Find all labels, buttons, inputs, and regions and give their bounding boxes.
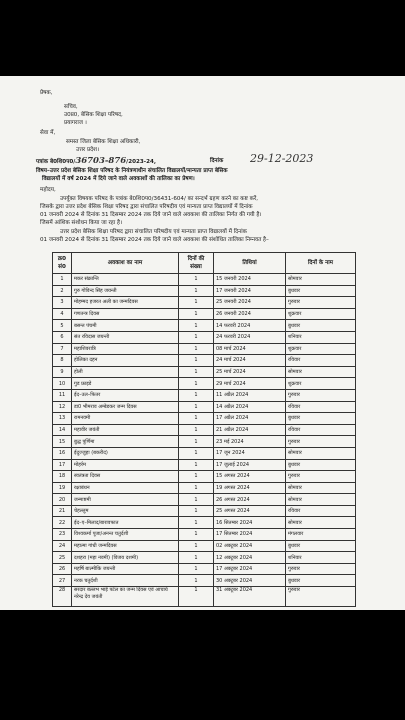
- cell-weekday: गुरुवार: [286, 389, 356, 401]
- table-row: [53, 505, 356, 517]
- cell-sno: 13: [53, 413, 72, 425]
- header-days: दिनों की संख्या: [179, 253, 214, 274]
- table-row: [53, 308, 356, 320]
- table-row: [53, 471, 356, 483]
- cell-name: महावीर जयंती: [72, 424, 179, 436]
- cell-date: 17 सितम्बर 2024: [214, 529, 286, 541]
- table-row: [53, 517, 356, 529]
- cell-date: 26 जनवरी 2024: [214, 308, 286, 320]
- cell-days: 1: [179, 297, 214, 309]
- table-body: [53, 274, 356, 607]
- cell-weekday: रविवार: [286, 355, 356, 367]
- cell-date: 31 अक्टूबर 2024: [214, 587, 286, 607]
- table-row: [53, 355, 356, 367]
- cell-date: 14 फरवरी 2024: [214, 320, 286, 332]
- cell-sno: 15: [53, 436, 72, 448]
- cell-weekday: बुधवार: [286, 459, 356, 471]
- cell-weekday: सोमवार: [286, 494, 356, 506]
- body-line-3: 01 जनवरी 2024 से दिनांक 31 दिसम्बर 2024 तक दिये जाने वाले अवकाश की तालिका निर्गत की गयी है।: [40, 212, 262, 218]
- cell-date: 25 अगस्त 2024: [214, 505, 286, 517]
- cell-name: संत रविदास जयन्ती: [72, 331, 179, 343]
- ref-number: 36703-876: [75, 156, 127, 166]
- cell-days: 1: [179, 413, 214, 425]
- table-row: [53, 285, 356, 297]
- cell-name: नरक चतुर्दशी: [72, 575, 179, 587]
- cell-weekday: शुक्रवार: [286, 343, 356, 355]
- cell-sno: 14: [53, 424, 72, 436]
- header-weekday: दिनों के नाम: [286, 253, 356, 274]
- cell-weekday: शनिवार: [286, 331, 356, 343]
- cell-date: 17 जनवरी 2024: [214, 285, 286, 297]
- body-line-4: जिसमें आंशिक संशोधन किया जा रहा है।: [40, 220, 123, 226]
- cell-name: बसन्त पंचमी: [72, 320, 179, 332]
- preshak-label: प्रेषक,: [40, 90, 53, 96]
- cell-sno: 23: [53, 529, 72, 541]
- table-row: [53, 413, 356, 425]
- cell-sno: 18: [53, 471, 72, 483]
- cell-weekday: रविवार: [286, 424, 356, 436]
- cell-weekday: बुधवार: [286, 540, 356, 552]
- cell-weekday: सोमवार: [286, 447, 356, 459]
- cell-name: रक्षाबंधन: [72, 482, 179, 494]
- cell-date: 19 अगस्त 2024: [214, 482, 286, 494]
- cell-date: 17 जुलाई 2024: [214, 459, 286, 471]
- cell-days: 1: [179, 285, 214, 297]
- cell-date: 11 अप्रैल 2024: [214, 389, 286, 401]
- cell-days: 1: [179, 447, 214, 459]
- table-header-row: [53, 253, 356, 274]
- cell-weekday: शुक्रवार: [286, 378, 356, 390]
- cell-date: 21 अप्रैल 2024: [214, 424, 286, 436]
- cell-days: 1: [179, 563, 214, 575]
- table-row: [53, 436, 356, 448]
- cell-sno: 10: [53, 378, 72, 390]
- cell-sno: 25: [53, 552, 72, 564]
- reference-line: [36, 158, 156, 166]
- cell-date: 25 मार्च 2024: [214, 366, 286, 378]
- cell-weekday: गुरुवार: [286, 587, 356, 607]
- cell-days: 1: [179, 459, 214, 471]
- cell-name: महर्षि बाल्मीकि जयन्ती: [72, 563, 179, 575]
- cell-weekday: शनिवार: [286, 552, 356, 564]
- table-row: [53, 401, 356, 413]
- cell-weekday: सोमवार: [286, 366, 356, 378]
- cell-weekday: बुधवार: [286, 320, 356, 332]
- table-row: [53, 320, 356, 332]
- cell-date: 15 अगस्त 2024: [214, 471, 286, 483]
- cell-sno: 3: [53, 297, 72, 309]
- cell-days: 1: [179, 401, 214, 413]
- recipient-line-1: समस्त जिला बेसिक शिक्षा अधिकारी,: [66, 139, 141, 145]
- table-row: [53, 274, 356, 286]
- table-row: [53, 529, 356, 541]
- cell-days: 1: [179, 424, 214, 436]
- cell-weekday: गुरुवार: [286, 436, 356, 448]
- cell-weekday: रविवार: [286, 505, 356, 517]
- cell-name: सरदार बल्लभ भाई पटेल का जन्म दिवस एवं आचार्य नरेन्द्र देव जयंती: [72, 587, 179, 607]
- table-row: [53, 575, 356, 587]
- cell-weekday: बुधवार: [286, 285, 356, 297]
- cell-name: गणतन्त्र दिवस: [72, 308, 179, 320]
- date-label: दिनांक: [210, 158, 224, 164]
- sender-line-3: प्रयागराज ।: [64, 120, 87, 126]
- cell-days: 1: [179, 343, 214, 355]
- cell-sno: 21: [53, 505, 72, 517]
- subject-line-2: विद्यालयों में वर्ष 2024 में दिये जाने वाले अवकाशों की तालिका का प्रेषण।: [42, 176, 195, 182]
- cell-name: स्वतंत्रता दिवस: [72, 471, 179, 483]
- table-row: [53, 540, 356, 552]
- table-row: [53, 389, 356, 401]
- cell-name: महात्मा गांधी जन्मदिवस: [72, 540, 179, 552]
- header-sno: क्र0 सं0: [53, 253, 72, 274]
- cell-name: गुरु गोविन्द सिंह जयन्ती: [72, 285, 179, 297]
- cell-date: 17 अप्रैल 2024: [214, 413, 286, 425]
- cell-date: 17 जून 2024: [214, 447, 286, 459]
- cell-sno: 26: [53, 563, 72, 575]
- cell-sno: 4: [53, 308, 72, 320]
- cell-days: 1: [179, 355, 214, 367]
- salutation: महोदय,: [40, 187, 56, 193]
- ref-year: /2023-24,: [126, 159, 156, 165]
- cell-date: 14 अप्रैल 2024: [214, 401, 286, 413]
- cell-sno: 6: [53, 331, 72, 343]
- cell-days: 1: [179, 540, 214, 552]
- cell-date: 15 जनवरी 2024: [214, 274, 286, 286]
- cell-sno: 20: [53, 494, 72, 506]
- body-line-1: उपर्युक्त विषयक परिषद के पत्रांक बे0शि0प0/36431-604/ का सन्दर्भ ग्रहण करने का कष्ट करें,: [60, 196, 259, 202]
- table-row: [53, 343, 356, 355]
- cell-sno: 16: [53, 447, 72, 459]
- cell-name: रामनवमी: [72, 413, 179, 425]
- cell-date: 24 मार्च 2024: [214, 355, 286, 367]
- cell-name: ईद–उल–फितर: [72, 389, 179, 401]
- table-row: [53, 482, 356, 494]
- cell-sno: 27: [53, 575, 72, 587]
- cell-sno: 24: [53, 540, 72, 552]
- table-row: [53, 424, 356, 436]
- cell-date: 02 अक्टूबर 2024: [214, 540, 286, 552]
- table-row: [53, 297, 356, 309]
- cell-days: 1: [179, 366, 214, 378]
- table-row: [53, 366, 356, 378]
- cell-name: ईदुज्जुहा (बकरीद): [72, 447, 179, 459]
- header-name: अवकाश का नाम: [72, 253, 179, 274]
- sewa-label: सेवा में,: [40, 130, 56, 136]
- cell-date: 23 मई 2024: [214, 436, 286, 448]
- cell-name: महाशिवरात्रि: [72, 343, 179, 355]
- cell-weekday: बुधवार: [286, 575, 356, 587]
- body-line-5: उत्तर प्रदेश बेसिक शिक्षा परिषद द्वारा संचालित परिषदीय एवं मान्यता प्राप्त विद्यालयों में दिनांक: [60, 229, 247, 235]
- cell-date: 08 मार्च 2024: [214, 343, 286, 355]
- cell-date: 26 अगस्त 2024: [214, 494, 286, 506]
- table-row: [53, 563, 356, 575]
- cell-name: मोहम्मद हजरत अली का जन्मदिवस: [72, 297, 179, 309]
- cell-date: 16 सितम्बर 2024: [214, 517, 286, 529]
- cell-date: 12 अक्टूबर 2024: [214, 552, 286, 564]
- cell-days: 1: [179, 587, 214, 607]
- cell-weekday: शुक्रवार: [286, 308, 356, 320]
- cell-weekday: सोमवार: [286, 517, 356, 529]
- table-row: [53, 331, 356, 343]
- cell-sno: 7: [53, 343, 72, 355]
- cell-name: ईद–ए–मिलाद/बारावफात: [72, 517, 179, 529]
- cell-date: 25 जनवरी 2024: [214, 297, 286, 309]
- cell-weekday: रविवार: [286, 401, 356, 413]
- cell-sno: 8: [53, 355, 72, 367]
- cell-days: 1: [179, 505, 214, 517]
- table-row: [53, 552, 356, 564]
- cell-weekday: गुरुवार: [286, 563, 356, 575]
- cell-date: 30 अक्टूबर 2024: [214, 575, 286, 587]
- cell-name: होली: [72, 366, 179, 378]
- table-row: [53, 494, 356, 506]
- cell-days: 1: [179, 436, 214, 448]
- cell-days: 1: [179, 529, 214, 541]
- cell-weekday: गुरुवार: [286, 297, 356, 309]
- cell-sno: 1: [53, 274, 72, 286]
- cell-sno: 17: [53, 459, 72, 471]
- letter-page: [0, 76, 405, 610]
- body-line-2: जिसके द्वारा उत्तर प्रदेश बेसिक शिक्षा परिषद द्वारा संचालित परिषदीय एवं मान्यता प्राप्त विद्यालयों में दिनांक: [40, 204, 253, 210]
- cell-sno: 2: [53, 285, 72, 297]
- date-value: 29-12-2023: [250, 152, 314, 165]
- cell-days: 1: [179, 331, 214, 343]
- cell-sno: 5: [53, 320, 72, 332]
- cell-sno: 9: [53, 366, 72, 378]
- header-dates: तिथियां: [214, 253, 286, 274]
- ref-prefix: पत्रांक बे0शि0प0/: [36, 159, 76, 165]
- cell-date: 24 फरवरी 2024: [214, 331, 286, 343]
- holiday-table: [52, 252, 356, 607]
- cell-name: डा0 भीमराव अम्बेडकर जन्म दिवस: [72, 401, 179, 413]
- cell-name: होलिका दहन: [72, 355, 179, 367]
- sender-line-1: सचिव,: [64, 104, 78, 110]
- cell-date: 17 अक्टूबर 2024: [214, 563, 286, 575]
- cell-date: 29 मार्च 2024: [214, 378, 286, 390]
- cell-days: 1: [179, 389, 214, 401]
- body-line-6: 01 जनवरी 2024 से दिनांक 31 दिसम्बर 2024 तक दिये जाने वाले अवकाश की संशोधित तालिका निम्नवत है–: [40, 237, 269, 243]
- subject-line-1: विषय–उत्तर प्रदेश बेसिक शिक्षा परिषद के नियंत्रणाधीन संचालित विद्यालयों/मान्यता प्राप्त बेसिक: [36, 168, 228, 174]
- table-row: [53, 447, 356, 459]
- cell-days: 1: [179, 552, 214, 564]
- cell-weekday: सोमवार: [286, 482, 356, 494]
- table-row: [53, 459, 356, 471]
- cell-days: 1: [179, 308, 214, 320]
- cell-name: बुद्ध पूर्णिमा: [72, 436, 179, 448]
- cell-days: 1: [179, 482, 214, 494]
- cell-days: 1: [179, 378, 214, 390]
- cell-name: मोहर्रम: [72, 459, 179, 471]
- cell-days: 1: [179, 320, 214, 332]
- cell-weekday: मंगलवार: [286, 529, 356, 541]
- cell-name: विश्वकर्मा पूजा/अनन्त चतुर्दशी: [72, 529, 179, 541]
- cell-days: 1: [179, 517, 214, 529]
- cell-weekday: सोमवार: [286, 274, 356, 286]
- recipient-line-2: उत्तर प्रदेश।: [76, 147, 100, 153]
- table-row: [53, 587, 356, 607]
- cell-name: गुड फ्राइडे: [72, 378, 179, 390]
- table-row: [53, 378, 356, 390]
- cell-sno: 12: [53, 401, 72, 413]
- cell-days: 1: [179, 494, 214, 506]
- cell-sno: 19: [53, 482, 72, 494]
- cell-name: मकर संक्रान्ति: [72, 274, 179, 286]
- cell-name: चेहल्लुम: [72, 505, 179, 517]
- cell-sno: 11: [53, 389, 72, 401]
- cell-days: 1: [179, 471, 214, 483]
- cell-name: दशहरा (महा नवमी) (विजय दशमी): [72, 552, 179, 564]
- cell-sno: 28: [53, 587, 72, 607]
- sender-line-2: उ0प्र0, बेसिक शिक्षा परिषद,: [64, 112, 123, 118]
- cell-days: 1: [179, 575, 214, 587]
- cell-name: जन्माष्टमी: [72, 494, 179, 506]
- cell-days: 1: [179, 274, 214, 286]
- cell-weekday: गुरुवार: [286, 471, 356, 483]
- cell-weekday: बुधवार: [286, 413, 356, 425]
- cell-sno: 22: [53, 517, 72, 529]
